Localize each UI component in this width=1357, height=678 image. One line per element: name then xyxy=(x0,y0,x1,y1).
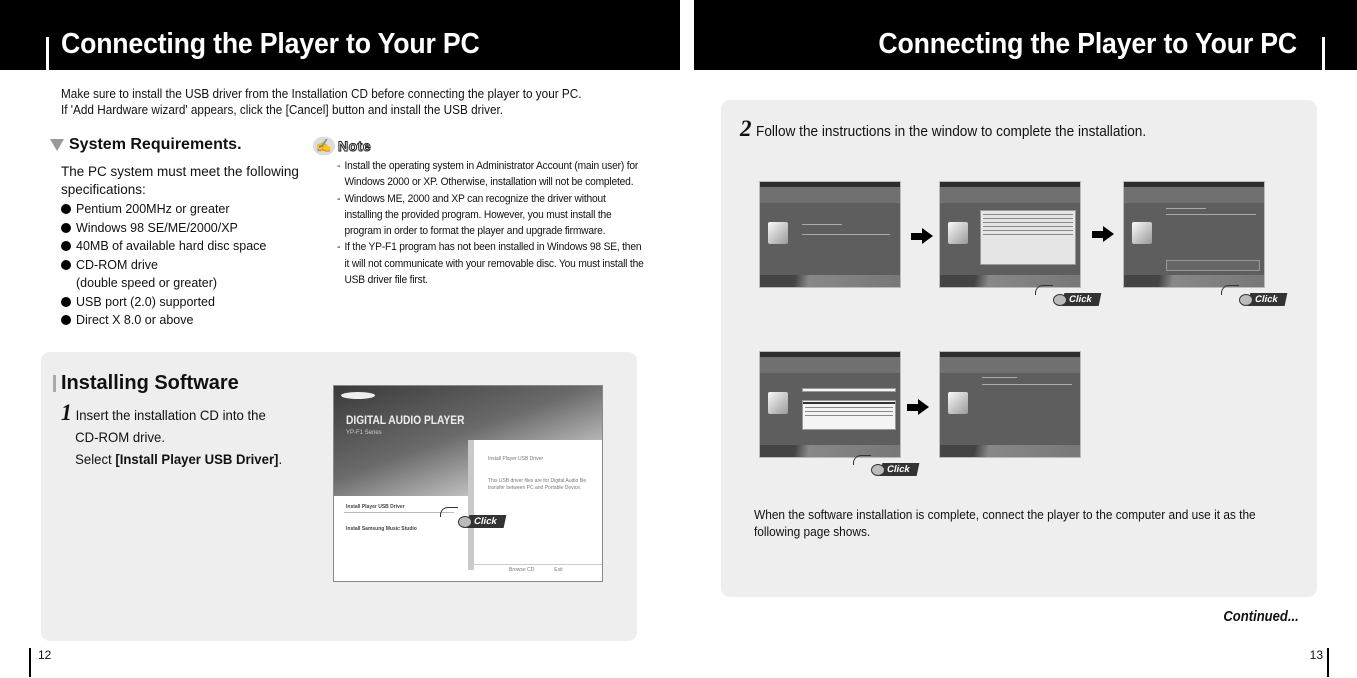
click-label: Click xyxy=(1248,293,1287,306)
cd-menu-install-usb-driver: Install Player USB Driver xyxy=(346,504,405,510)
header-band xyxy=(1124,187,1264,203)
completion-text: When the software installation is complete, connect the player to the computer and use it as the following page shows. xyxy=(754,508,1256,539)
requirements-list xyxy=(61,200,310,330)
text-line xyxy=(1166,214,1256,215)
note-item: - Windows ME, 2000 and XP can recognize the driver without installing the provided program. However, you must install the program in order to format the player and upgrade firmware. xyxy=(337,192,612,238)
bullet-icon xyxy=(61,260,71,270)
mouse-icon xyxy=(871,464,885,476)
header-bar xyxy=(694,0,1357,70)
cd-browse-label: Browse CD xyxy=(509,567,535,573)
text-line xyxy=(982,384,1072,385)
note-text: Windows ME, 2000 and XP can recognize the driver without installing the provided program. However, you must install the program in order to format the player and upgrade firmware. xyxy=(344,192,612,238)
continued-label: Continued... xyxy=(1223,609,1299,625)
intro-text xyxy=(61,86,634,118)
text-line xyxy=(1166,208,1206,209)
bullet-icon xyxy=(61,241,71,251)
cd-autorun-screenshot xyxy=(333,385,603,582)
click-callout xyxy=(1239,293,1286,306)
note-text: Install the operating system in Administrator Account (main user) for Windows 2000 or XP. Otherwise, installation will not be completed. xyxy=(344,160,639,189)
existing-folders-list xyxy=(802,400,896,430)
cd-series: YP-F1 Series xyxy=(346,430,382,436)
button-bar xyxy=(940,275,1080,287)
intro-line: Make sure to install the USB driver from the Installation CD before connecting the player to your PC. xyxy=(61,87,582,101)
click-callout xyxy=(1053,293,1100,306)
list-item xyxy=(61,256,310,293)
arrow-right-icon xyxy=(907,399,929,415)
page-number: 13 xyxy=(1309,648,1323,662)
pointer-line xyxy=(853,455,871,465)
mouse-icon xyxy=(458,516,472,528)
item-text: Direct X 8.0 or above xyxy=(76,313,194,327)
cd-info-panel xyxy=(468,440,603,570)
program-folder-input xyxy=(802,388,896,392)
click-label: Click xyxy=(880,463,919,476)
step-line-text: . xyxy=(278,451,283,467)
system-requirements-heading xyxy=(50,136,310,154)
welcome-screen xyxy=(759,181,901,288)
note-text: If the YP-F1 program has not been installed in Windows 98 SE, then it will not communicate with your removable disc. You must install the USB driver file first. xyxy=(344,241,644,287)
note-box xyxy=(313,137,658,288)
choose-destination-screen xyxy=(1123,181,1265,288)
header-accent-bar xyxy=(1322,37,1325,71)
header-band xyxy=(940,187,1080,203)
select-program-folder-screen xyxy=(759,351,901,458)
computer-icon xyxy=(768,222,788,244)
step-line: CD-ROM drive. xyxy=(75,429,166,445)
pointer-line xyxy=(1221,285,1239,295)
section-heading xyxy=(53,372,239,395)
installing-software-panel xyxy=(41,352,637,641)
list-item xyxy=(61,219,310,238)
install-complete-screen xyxy=(939,351,1081,458)
list-item xyxy=(61,237,310,256)
list-item xyxy=(61,200,310,219)
pencil-note-icon: ✍ xyxy=(313,137,335,155)
page-13 xyxy=(680,0,1357,678)
cd-exit-label: Exit xyxy=(554,567,563,573)
step-1 xyxy=(61,402,331,470)
page-number-bar xyxy=(29,648,31,677)
header-band xyxy=(940,357,1080,373)
samsung-logo xyxy=(341,392,375,399)
triangle-down-icon xyxy=(50,139,64,151)
divider xyxy=(344,512,454,513)
cd-footer xyxy=(509,567,563,573)
button-bar xyxy=(940,445,1080,457)
cd-info-title: Install Player USB Driver xyxy=(488,456,544,462)
arrow-right-icon xyxy=(1092,226,1114,242)
note-list xyxy=(337,158,658,288)
cd-brand-title: DIGITAL AUDIO PLAYER xyxy=(346,413,465,427)
list-item xyxy=(61,293,310,312)
bullet-icon xyxy=(61,315,71,325)
note-heading xyxy=(313,137,658,155)
button-bar xyxy=(760,445,900,457)
license-agreement-screen xyxy=(939,181,1081,288)
step-number: 1 xyxy=(61,400,72,425)
intro-line: If 'Add Hardware wizard' appears, click the [Cancel] button and install the USB driver. xyxy=(61,103,504,117)
step-text xyxy=(61,402,315,470)
system-requirements xyxy=(50,136,310,330)
item-text: CD-ROM drive xyxy=(76,257,158,272)
page-number-bar xyxy=(1327,648,1329,677)
cd-menu-install-music-studio: Install Samsung Music Studio xyxy=(346,526,417,532)
button-bar xyxy=(760,275,900,287)
button-bar xyxy=(1124,275,1264,287)
pointer-line xyxy=(440,507,458,517)
step-line-text: Insert the installation CD into the xyxy=(75,407,266,423)
header-band xyxy=(760,357,900,373)
text-line xyxy=(802,224,842,225)
heading-text: System Requirements. xyxy=(69,136,242,153)
item-text: 40MB of available hard disc space xyxy=(76,239,267,253)
computer-icon xyxy=(948,392,968,414)
step-line-text: Select xyxy=(75,451,116,467)
pointer-line xyxy=(1035,285,1053,295)
click-callout xyxy=(871,463,918,476)
text-line xyxy=(802,234,890,235)
click-callout xyxy=(458,515,505,528)
step-line xyxy=(61,448,315,470)
item-subtext: (double speed or greater) xyxy=(76,276,218,290)
bullet-icon xyxy=(61,204,71,214)
note-item: - Install the operating system in Administrator Account (main user) for Windows 2000 or XP. Otherwise, installation will not be completed. xyxy=(337,160,639,189)
step-line xyxy=(61,402,315,426)
page-number: 12 xyxy=(38,648,52,662)
divider xyxy=(468,564,603,565)
item-text: Pentium 200MHz or greater xyxy=(76,202,230,216)
bullet-icon xyxy=(61,297,71,307)
step-2 xyxy=(740,116,1171,143)
mouse-icon xyxy=(1239,294,1253,306)
note-title: Note xyxy=(338,138,372,154)
step-text: Follow the instructions in the window to complete the installation. xyxy=(755,124,1146,140)
license-textbox xyxy=(980,210,1076,265)
step-number: 2 xyxy=(740,116,752,141)
installation-steps-panel xyxy=(721,100,1317,597)
list-item xyxy=(61,311,310,330)
item-text: USB port (2.0) supported xyxy=(76,294,215,309)
heading-text: Installing Software xyxy=(61,372,239,394)
cd-info-desc: This USB driver files are for Digital Audio file transfer between PC and Portable Device. xyxy=(488,478,587,491)
system-requirements-description: The PC system must meet the following specifications: xyxy=(61,164,299,197)
click-label: Click xyxy=(467,515,506,528)
text-line xyxy=(982,377,1017,378)
destination-folder-box xyxy=(1166,260,1260,271)
arrow-right-icon xyxy=(911,228,933,244)
header-bar xyxy=(0,0,680,70)
computer-icon xyxy=(948,222,968,244)
mouse-icon xyxy=(1053,294,1067,306)
item-text: Windows 98 SE/ME/2000/XP xyxy=(76,220,238,235)
note-item: - If the YP-F1 program has not been installed in Windows 98 SE, then it will not communicate with your removable disc. You must install the USB driver file first. xyxy=(337,241,644,287)
click-label: Click xyxy=(1062,293,1101,306)
computer-icon xyxy=(768,392,788,414)
page-title: Connecting the Player to Your PC xyxy=(61,28,480,60)
bullet-icon xyxy=(61,223,71,233)
computer-icon xyxy=(1132,222,1152,244)
header-band xyxy=(760,187,900,203)
page-title: Connecting the Player to Your PC xyxy=(878,28,1297,60)
menu-reference: [Install Player USB Driver] xyxy=(115,451,279,467)
heading-accent-bar xyxy=(53,375,56,392)
header-accent-bar xyxy=(46,37,49,71)
